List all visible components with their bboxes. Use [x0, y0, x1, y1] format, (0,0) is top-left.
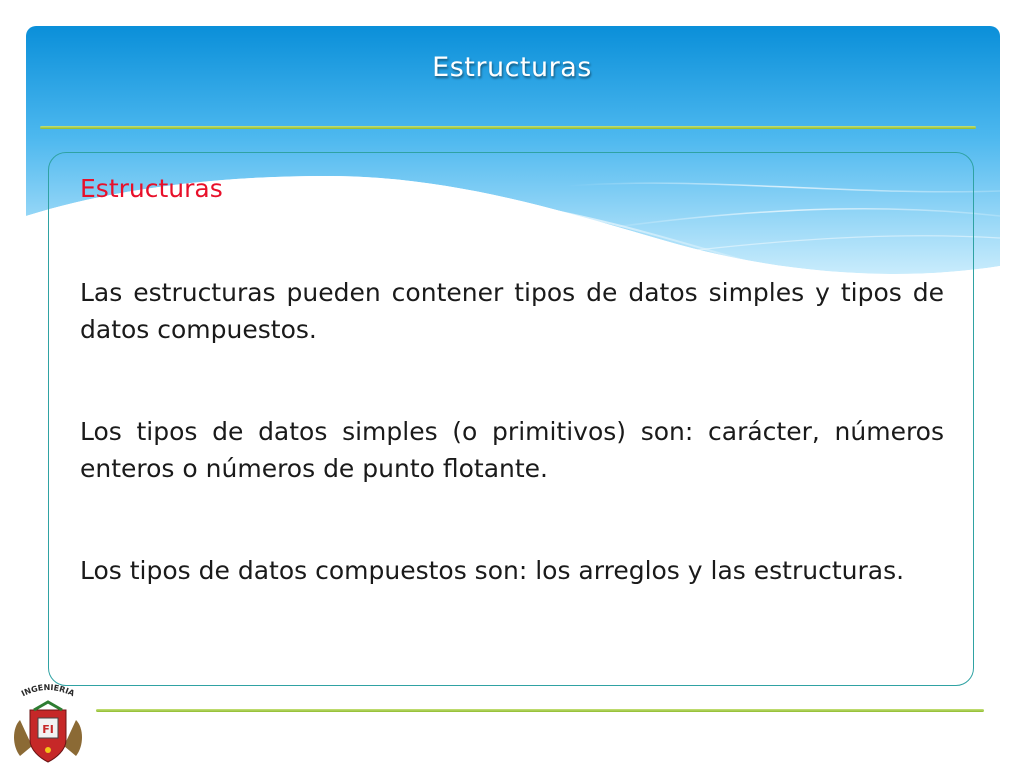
- bottom-divider: [96, 709, 984, 712]
- faculty-of-engineering-crest-icon: [8, 676, 88, 764]
- paragraph-3: Los tipos de datos compuestos son: los arreglos y las estructuras.: [80, 556, 905, 585]
- content-heading: Estructuras: [80, 174, 223, 203]
- svg-text:INGENIERIA: [20, 683, 77, 699]
- logo-text: INGENIERIA: [19, 682, 76, 699]
- faculty-logo: [8, 676, 88, 764]
- paragraph-1: Las estructuras pueden contener tipos de datos simples y tipos de datos compuestos.: [80, 278, 944, 344]
- paragraph-2: Los tipos de datos simples (o primitivos) son: carácter, números enteros o números de punto flotante.: [80, 417, 944, 483]
- svg-text:FI: FI: [42, 723, 54, 736]
- top-divider: [40, 126, 976, 129]
- slide-title: Estructuras: [432, 52, 592, 83]
